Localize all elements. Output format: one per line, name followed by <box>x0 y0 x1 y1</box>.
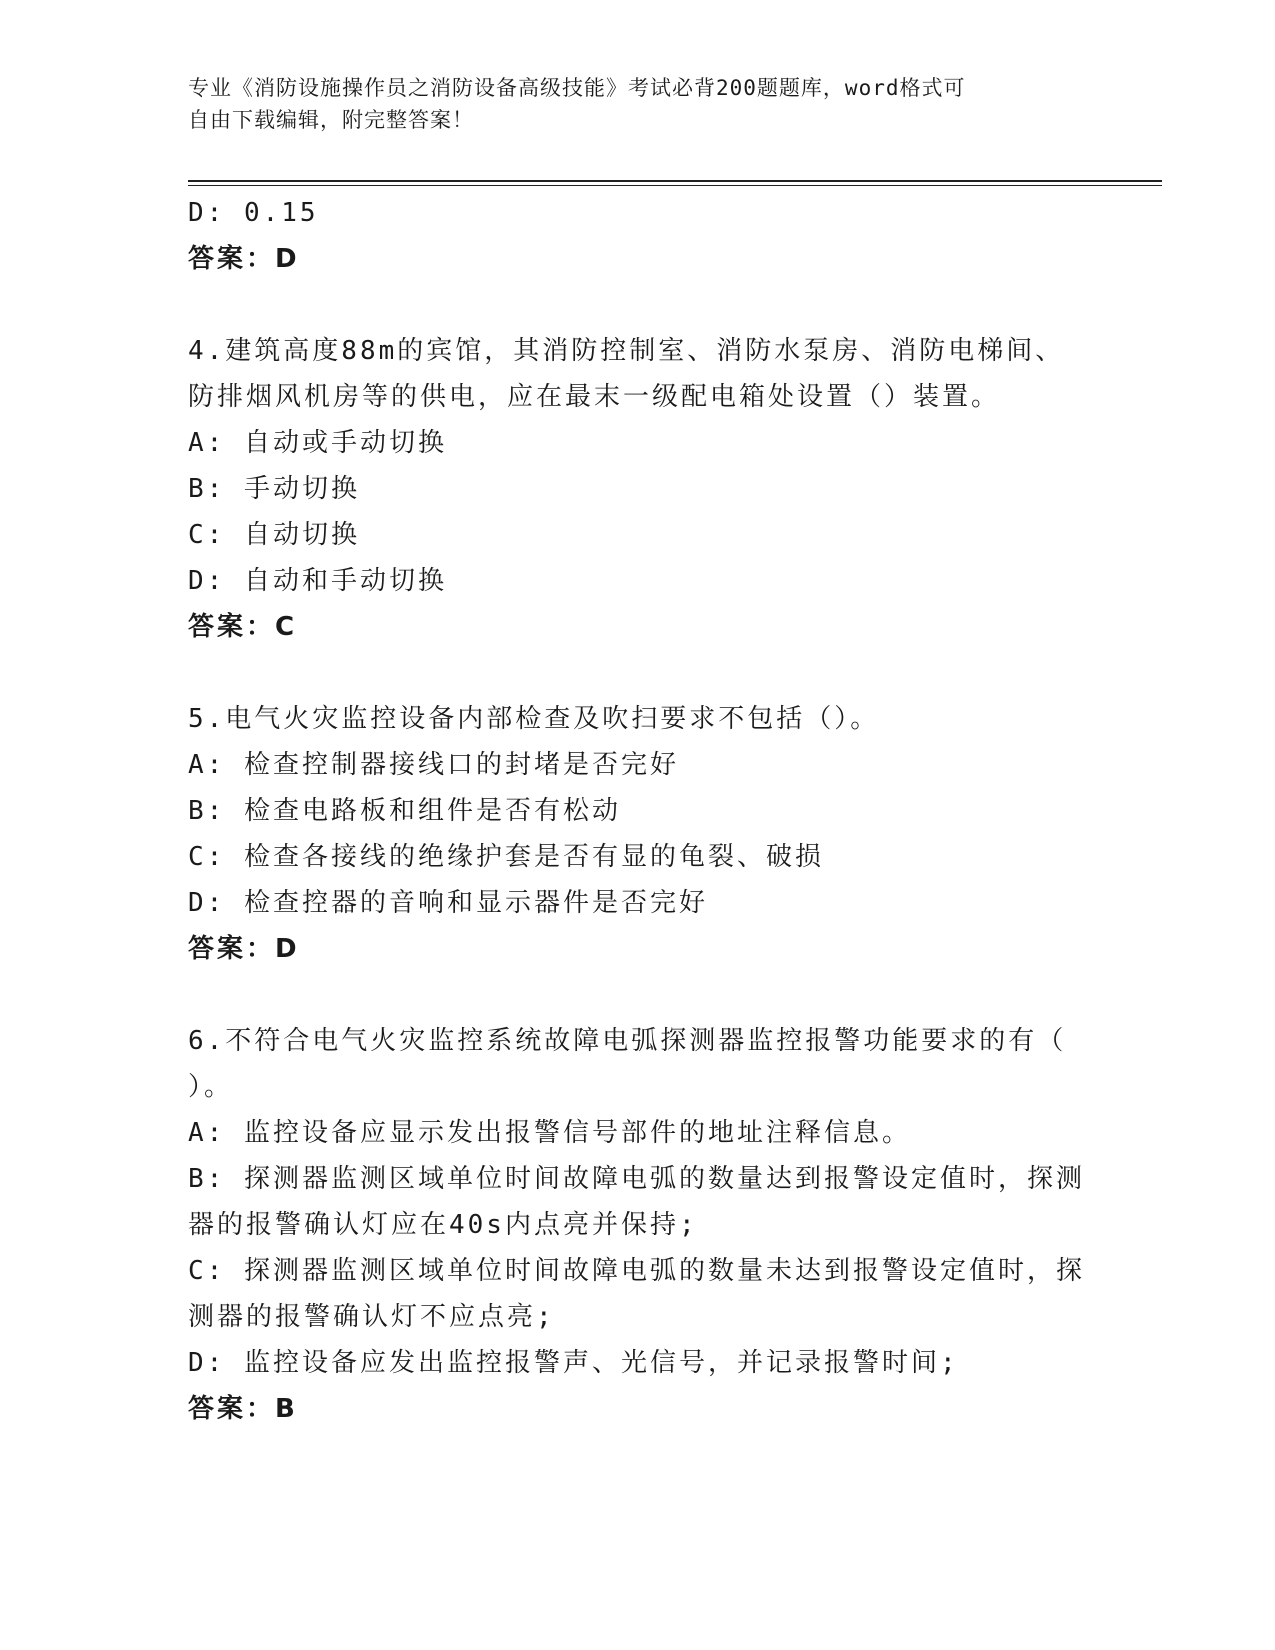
q6-option-c-line-2: 测器的报警确认灯不应点亮; <box>188 1302 555 1332</box>
q6-option-c-line-1: C: 探测器监测区域单位时间故障电弧的数量未达到报警设定值时，探 <box>188 1256 1085 1286</box>
header-line-1: 专业《消防设施操作员之消防设备高级技能》考试必背200题题库，word格式可 <box>188 76 966 100</box>
prev-answer: 答案：D <box>188 244 300 274</box>
q5-answer: 答案：D <box>188 934 300 964</box>
q6-stem-line-1: 6.不符合电气火灾监控系统故障电弧探测器监控报警功能要求的有（ <box>188 1026 1067 1056</box>
spacer <box>188 650 1088 696</box>
question-5 <box>188 696 1088 972</box>
q6-option-b-line-1: B: 探测器监测区域单位时间故障电弧的数量达到报警设定值时，探测 <box>188 1164 1085 1194</box>
q5-option-a: A: 检查控制器接线口的封堵是否完好 <box>188 750 679 780</box>
q6-option-b-line-2: 器的报警确认灯应在40s内点亮并保持; <box>188 1210 698 1240</box>
q6-option-d: D: 监控设备应发出监控报警声、光信号，并记录报警时间; <box>188 1348 959 1378</box>
spacer <box>188 282 1088 328</box>
question-6 <box>188 1018 1088 1432</box>
q5-option-d: D: 检查控器的音响和显示器件是否完好 <box>188 888 708 918</box>
header-divider-thin <box>188 185 1162 186</box>
q4-stem-line-2: 防排烟风机房等的供电，应在最末一级配电箱处设置（）装置。 <box>188 382 1001 412</box>
q5-stem-line-1: 5.电气火灾监控设备内部检查及吹扫要求不包括（）。 <box>188 704 880 734</box>
document-header <box>188 72 1088 136</box>
q4-option-a: A: 自动或手动切换 <box>188 428 447 458</box>
q5-option-b: B: 检查电路板和组件是否有松动 <box>188 796 621 826</box>
header-line-2: 自由下载编辑，附完整答案！ <box>188 108 474 132</box>
q4-option-d: D: 自动和手动切换 <box>188 566 447 596</box>
q6-stem-line-2: ）。 <box>188 1072 234 1102</box>
q6-answer: 答案：B <box>188 1394 298 1424</box>
q4-option-b: B: 手动切换 <box>188 474 360 504</box>
q4-stem-line-1: 4.建筑高度88m的宾馆，其消防控制室、消防水泵房、消防电梯间、 <box>188 336 1065 366</box>
q4-option-c: C: 自动切换 <box>188 520 360 550</box>
q6-option-a: A: 监控设备应显示发出报警信号部件的地址注释信息。 <box>188 1118 911 1148</box>
prev-option-d: D: 0.15 <box>188 198 319 228</box>
q4-answer: 答案：C <box>188 612 298 642</box>
spacer <box>188 972 1088 1018</box>
header-divider-thick <box>188 180 1162 182</box>
q5-option-c: C: 检查各接线的绝缘护套是否有显的龟裂、破损 <box>188 842 824 872</box>
question-content <box>188 190 1088 1432</box>
question-4 <box>188 328 1088 650</box>
